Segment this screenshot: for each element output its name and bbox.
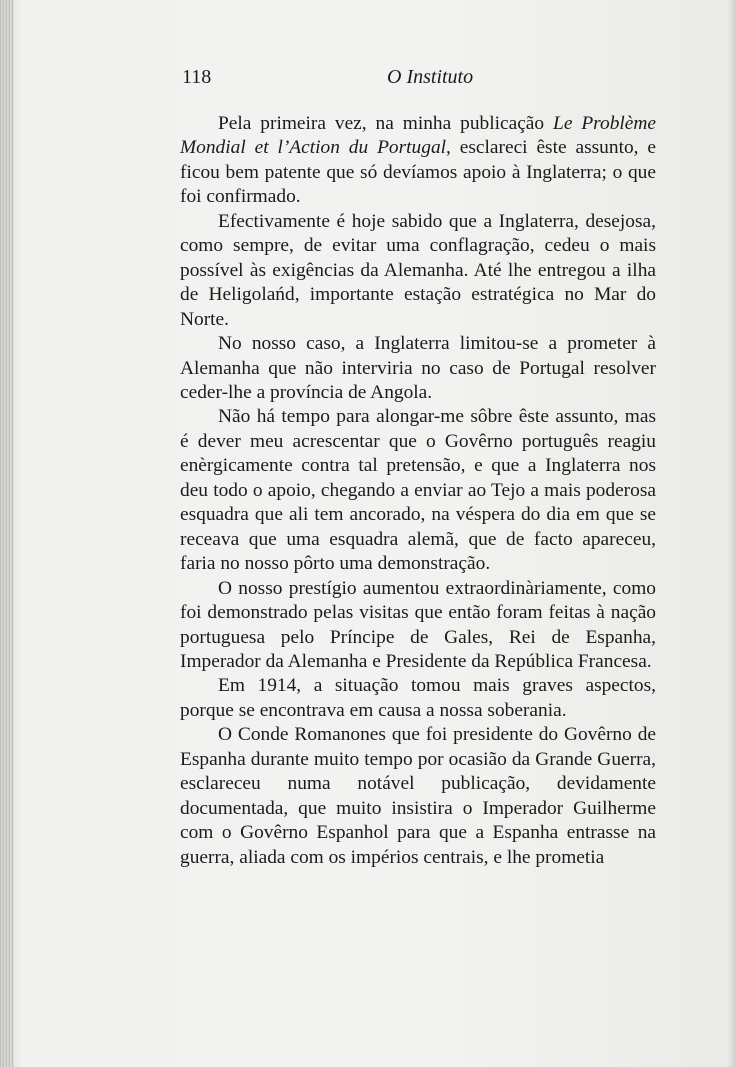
paragraph-7: O Conde Romanones que foi presidente do Govêrno de Espanha durante muito tempo por ocasião da Grande Guerra, esclareceu numa notável publicação, devidamente documentada, que muito insistira o Imperador Guilherme com o Govêrno Espanhol para que a Espanha entrasse na guerra, aliada com os impérios centrais, e lhe prometia bbox=[180, 724, 656, 868]
page-header bbox=[182, 66, 652, 96]
paragraph-1-text-start: Pela primeira vez, na minha publicação bbox=[218, 113, 554, 134]
body-text bbox=[180, 112, 656, 870]
book-title-italic: Le Problème Mondial et l’Action du Portugal bbox=[180, 113, 656, 159]
paragraph-6: Em 1914, a situação tomou mais graves aspectos, porque se encontrava em causa a nossa soberania. bbox=[180, 675, 656, 721]
paragraph-4: Não há tempo para alongar-me sôbre êste assunto, mas é dever meu acrescentar que o Govêrno português reagiu enèrgicamente contra tal pretensão, e que a Inglaterra nos deu todo o apoio, chegando a enviar ao Tejo a mais poderosa esquadra que ali tem ancorado, na véspera do dia em que se receava que uma esquadra alemã, que de facto apareceu, faria no nosso pôrto uma demonstração. bbox=[180, 406, 656, 575]
page-number: 118 bbox=[182, 66, 212, 88]
paragraph-1-text-end: , esclareci êste assunto, e ficou bem patente que só devíamos apoio à Inglaterra; o que foi confirmado. bbox=[180, 137, 656, 208]
book-binding-edge bbox=[0, 0, 14, 1067]
paragraph-3: No nosso caso, a Inglaterra limitou-se a prometer à Alemanha que não interviria no caso de Portugal resolver ceder-lhe a província de Angola. bbox=[180, 333, 656, 403]
paragraph-5: O nosso prestígio aumentou extraordinàriamente, como foi demonstrado pelas visitas que então foram feitas à nação portuguesa pelo Príncipe de Gales, Rei de Espanha, Imperador da Alemanha e Presidente da República Francesa. bbox=[180, 577, 656, 672]
running-title: O Instituto bbox=[387, 66, 474, 88]
paragraph-1 bbox=[180, 112, 656, 210]
paragraph-2: Efectivamente é hoje sabido que a Inglaterra, desejosa, como sempre, de evitar uma conflagração, cedeu o mais possível às exigências da Alemanha. Até lhe entregou a ilha de Heligolańd, importante estação estratégica no Mar do Norte. bbox=[180, 210, 656, 330]
page-right-edge bbox=[728, 0, 736, 1067]
